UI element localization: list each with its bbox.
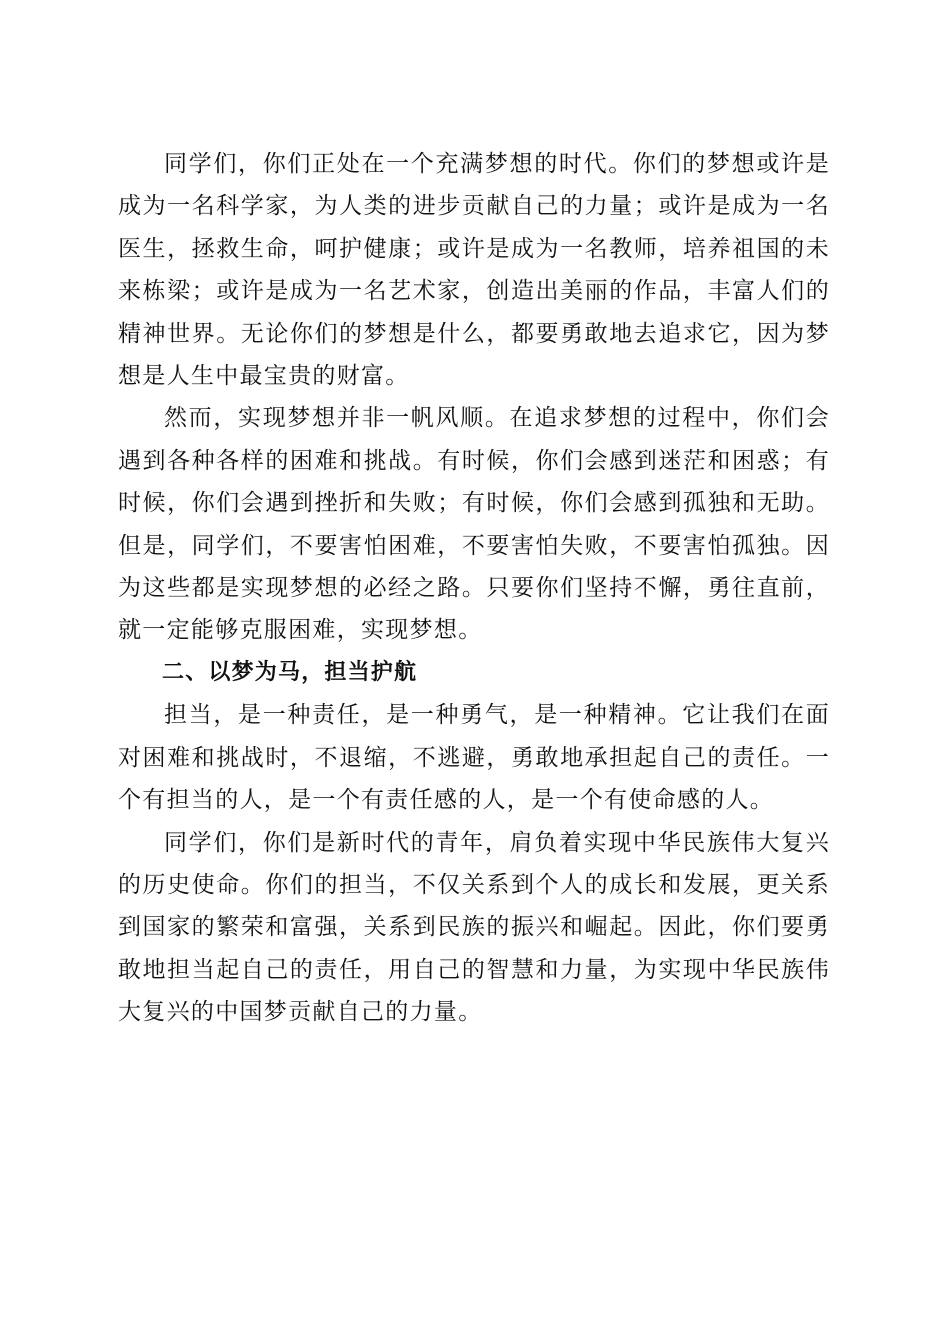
section-heading: 二、以梦为马，担当护航 <box>162 659 418 685</box>
paragraph-mission: 同学们，你们是新时代的青年，肩负着实现中华民族伟大复兴的历史使命。你们的担当，不仅关系到个人的成长和发展，更关系到国家的繁荣和富强，关系到民族的振兴和崛起。因此，你们要勇敢地担当起自己的责任，用自己的智慧和力量，为实现中华民族伟大复兴的中国梦贡献自己的力量。 <box>118 829 830 1026</box>
paragraph-difficulties: 然而，实现梦想并非一帆风顺。在追求梦想的过程中，你们会遇到各种各样的困难和挑战。有时候，你们会感到迷茫和困惑；有时候，你们会遇到挫折和失败；有时候，你们会感到孤独和无助。但是，同学们，不要害怕困难，不要害怕失败，不要害怕孤独。因为这些都是实现梦想的必经之路。只要你们坚持不懈，勇往直前，就一定能够克服困难，实现梦想。 <box>118 405 830 644</box>
paragraph-dreams-era: 同学们，你们正处在一个充满梦想的时代。你们的梦想或许是成为一名科学家，为人类的进步贡献自己的力量；或许是成为一名医生，拯救生命，呵护健康；或许是成为一名教师，培养祖国的未来栋梁；或许是成为一名艺术家，创造出美丽的作品，丰富人们的精神世界。无论你们的梦想是什么，都要勇敢地去追求它，因为梦想是人生中最宝贵的财富。 <box>118 151 830 390</box>
document-body <box>118 143 830 1034</box>
paragraph-responsibility: 担当，是一种责任，是一种勇气，是一种精神。它让我们在面对困难和挑战时，不退缩，不逃避，勇敢地承担起自己的责任。一个有担当的人，是一个有责任感的人，是一个有使命感的人。 <box>118 702 830 814</box>
